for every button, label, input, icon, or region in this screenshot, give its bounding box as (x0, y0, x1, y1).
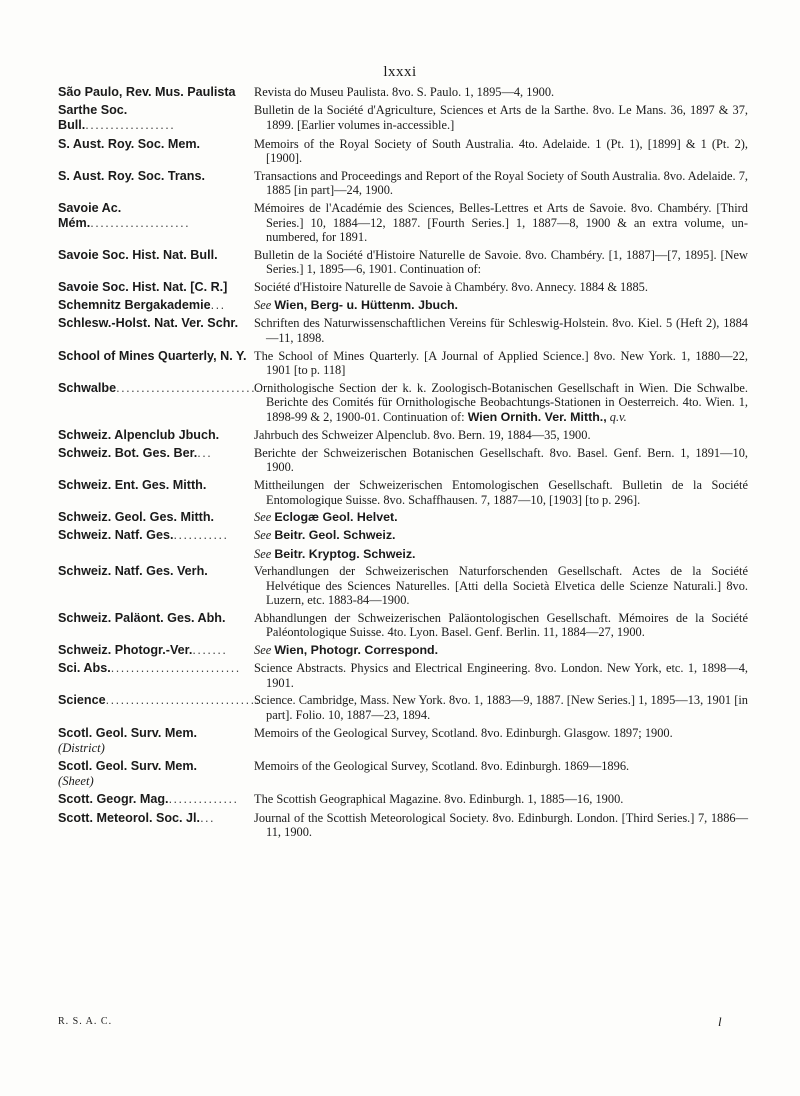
description-text: Bulletin de la Société d'Agriculture, Sciences et Arts de la Sarthe. 8vo. Le Mans. 36, 1897 & 37, 1899. [Earlier volumes in-accessible.] (254, 103, 748, 132)
catalogue-entries (58, 85, 748, 843)
catalogue-entry (58, 428, 748, 443)
leader-dots: .......................... (110, 661, 241, 676)
abbreviation-text: Scotl. Geol. Surv. Mem. (58, 725, 198, 740)
entry-abbreviation (58, 510, 254, 525)
entry-description (254, 85, 748, 100)
entry-abbreviation (58, 280, 254, 295)
catalogue-entry (58, 759, 748, 789)
catalogue-entry (58, 137, 748, 166)
leader-dots: .................... (90, 216, 191, 231)
description-text: Verhandlungen der Schweizerischen Naturforschenden Gesellschaft. Actes de la Société Helvétique des Sciences Naturelles. [Atti della Società Elvetica delle Scienze Naturali.] 8vo. Luzern, etc. 1883-84—1900. (254, 564, 748, 608)
catalogue-entry (58, 316, 748, 345)
entry-abbreviation (58, 446, 254, 461)
cross-reference: Wien, Berg- u. Hüttenm. Jbuch. (274, 298, 459, 313)
entry-abbreviation (58, 298, 254, 313)
see-reference-label: See (254, 546, 272, 561)
catalogue-entry (58, 643, 748, 658)
leader-dots: ....... (192, 643, 228, 658)
leader-dots: ............................... (105, 693, 261, 708)
entry-abbreviation (58, 643, 254, 658)
entry-abbreviation (58, 792, 254, 807)
entry-description (254, 137, 748, 166)
catalogue-entry (58, 547, 748, 562)
abbreviation-text: Sarthe Soc. Bull. (58, 103, 128, 133)
catalogue-entry (58, 169, 748, 198)
entry-abbreviation (58, 811, 254, 826)
abbreviation-text: São Paulo, Rev. Mus. Paulista (58, 85, 236, 99)
description-text: Journal of the Scottish Meteorological Society. 8vo. Edinburgh. London. [Third Series.] 7, 1886—11, 1900. (254, 810, 748, 840)
cross-reference: Beitr. Kryptog. Schweiz. (274, 546, 416, 561)
abbreviation-text: Sci. Abs. (58, 661, 111, 676)
entry-abbreviation (58, 248, 254, 263)
entry-description (254, 564, 748, 608)
leader-dots: .............. (168, 792, 239, 807)
description-text: Mittheilungen der Schweizerischen Entomologischen Gesellschaft. Bulletin de la Société Entomologique Suisse. 8vo. Schaffhausen. 7, 1887—10, [1903] [to p. 296]. (254, 477, 748, 507)
leader-dots: ... (197, 445, 213, 460)
entry-description (254, 349, 748, 378)
catalogue-entry (58, 661, 748, 690)
entry-description (254, 547, 748, 562)
abbreviation-text: Schweiz. Paläont. Ges. Abh. (58, 610, 226, 625)
entry-abbreviation (58, 316, 254, 331)
entry-abbreviation (58, 693, 261, 708)
entry-abbreviation (58, 103, 254, 133)
entry-description (254, 611, 748, 640)
entry-description (254, 811, 748, 840)
leader-dots: .................. (85, 118, 176, 133)
cross-reference: Wien, Photogr. Correspond. (274, 643, 439, 658)
entry-description (254, 103, 748, 132)
entry-description (254, 478, 748, 507)
entry-description (254, 726, 748, 741)
leader-dots: ............................. (116, 380, 262, 395)
page-number: lxxxi (383, 64, 417, 80)
entry-description (254, 693, 748, 722)
leader-dots: ........... (173, 528, 229, 543)
abbreviation-qualifier: (District) (58, 740, 105, 755)
catalogue-entry (58, 611, 748, 640)
catalogue-entry (58, 811, 748, 840)
description-text: Schriften des Naturwissenschaftlichen Vereins für Schleswig-Holstein. 8vo. Kiel. 5 (Heft 2), 1884—11, 1898. (254, 316, 748, 345)
see-reference-label: See (254, 510, 272, 525)
catalogue-entry (58, 564, 748, 608)
catalogue-entry (58, 85, 748, 100)
entry-description (254, 169, 748, 198)
catalogue-entry (58, 446, 748, 475)
leader-dots: ... (210, 298, 226, 313)
entry-abbreviation (58, 611, 254, 626)
abbreviation-text: Savoie Soc. Hist. Nat. [C. R.] (58, 279, 228, 294)
abbreviation-text: Schemnitz Bergakademie (58, 298, 211, 313)
description-text: Abhandlungen der Schweizerischen Paläontologischen Gesellschaft. Mémoires de la Société Paléontologique Suisse. 4to. Lyon. Basel. Genf. Berlin. 11, 1884—27, 1900. (254, 610, 748, 640)
abbreviation-text: Schweiz. Geol. Ges. Mitth. (58, 510, 215, 525)
abbreviation-text: Schweiz. Natf. Ges. (58, 528, 174, 543)
abbreviation-text: S. Aust. Roy. Soc. Mem. (58, 136, 201, 151)
abbreviation-text: Scott. Meteorol. Soc. Jl. (58, 810, 201, 825)
entry-abbreviation (58, 85, 254, 100)
entry-description (254, 248, 748, 277)
description-text: Berichte der Schweizerischen Botanischen Gesellschaft. 8vo. Basel. Genf. Bern. 1, 1891—10, 1900. (254, 445, 748, 475)
abbreviation-text: Scotl. Geol. Surv. Mem. (58, 759, 198, 774)
entry-abbreviation (58, 528, 254, 543)
catalogue-entry (58, 510, 748, 525)
see-reference-label: See (254, 643, 272, 658)
abbreviation-text: Schwalbe (58, 380, 117, 395)
entry-description (254, 510, 748, 525)
cross-reference-note: q.v. (609, 409, 627, 424)
see-reference-label: See (254, 528, 272, 543)
abbreviation-text: Savoie Ac. Mém. (58, 200, 122, 231)
leader-dots: ... (200, 810, 216, 825)
description-text: Memoirs of the Geological Survey, Scotland. 8vo. Edinburgh. Glasgow. 1897; 1900. (254, 725, 673, 740)
catalogue-entry (58, 693, 748, 722)
entry-description (254, 381, 748, 425)
catalogue-entry (58, 280, 748, 295)
entry-description (254, 643, 748, 658)
entry-abbreviation (58, 169, 254, 184)
entry-description (254, 201, 748, 245)
entry-abbreviation (58, 478, 254, 493)
entry-abbreviation (58, 137, 254, 152)
abbreviation-text: Science (58, 693, 106, 708)
description-text: Science. Cambridge, Mass. New York. 8vo. 1, 1883—9, 1887. [New Series.] 1, 1895—13, 1901 [in part]. Folio. 10, 1887—23, 1894. (254, 693, 748, 723)
catalogue-entry (58, 298, 748, 313)
entry-abbreviation (58, 349, 254, 364)
abbreviation-text: School of Mines Quarterly, N. Y. (58, 348, 247, 363)
description-text: Ornithologische Section der k. k. Zoologisch-Botanischen Gesellschaft in Wien. Die Schwalbe. Berichte des Comités für Ornithologische Beobachtungs-Stationen in Oesterreich. 4to. Wien. 1, 1898-99 & 2, 1900-01. Continuation of: (254, 380, 748, 424)
catalogue-entry (58, 792, 748, 807)
description-text: The School of Mines Quarterly. [A Journal of Applied Science.] 8vo. New York. 1, 1880—22, 1901 [to p. 118] (254, 348, 748, 378)
entry-description (254, 316, 748, 345)
abbreviation-text: Schweiz. Natf. Ges. Verh. (58, 564, 208, 579)
description-text: Revista do Museu Paulista. 8vo. S. Paulo. 1, 1895—4, 1900. (254, 85, 555, 99)
abbreviation-qualifier: (Sheet) (58, 774, 94, 789)
description-text: Transactions and Proceedings and Report of the Royal Society of South Australia. 8vo. Adelaide. 7, 1885 [in part]—24, 1900. (254, 168, 748, 198)
abbreviation-text: S. Aust. Roy. Soc. Trans. (58, 168, 205, 183)
entry-description (254, 280, 748, 295)
footer-signature: R. S. A. C. (58, 1016, 113, 1027)
footer-signature-mark: l (718, 1014, 722, 1029)
entry-abbreviation (58, 380, 262, 396)
entry-description (254, 428, 748, 443)
description-text: Bulletin de la Société d'Histoire Naturelle de Savoie. 8vo. Chambéry. [1, 1887]—[7, 1895]. [New Series.] 1, 1895—6, 1901. Continuation of: (254, 247, 748, 277)
entry-abbreviation (58, 726, 254, 756)
entry-abbreviation (58, 201, 254, 231)
abbreviation-text: Schweiz. Alpenclub Jbuch. (58, 427, 220, 442)
description-text: Memoirs of the Royal Society of South Australia. 4to. Adelaide. 1 (Pt. 1), [1899] & 1 (Pt. 2), [1900]. (254, 136, 748, 166)
abbreviation-text: Schweiz. Photogr.-Ver. (58, 643, 193, 658)
catalogue-entry (58, 349, 748, 378)
description-text: Memoirs of the Geological Survey, Scotland. 8vo. Edinburgh. 1869—1896. (254, 759, 630, 774)
catalogue-entry (58, 726, 748, 756)
catalogue-entry (58, 103, 748, 133)
cross-reference: Beitr. Geol. Schweiz. (274, 528, 396, 543)
abbreviation-text: Scott. Geogr. Mag. (58, 792, 169, 807)
description-text: Jahrbuch des Schweizer Alpenclub. 8vo. Bern. 19, 1884—35, 1900. (254, 427, 591, 442)
catalogue-entry (58, 201, 748, 245)
abbreviation-text: Schweiz. Ent. Ges. Mitth. (58, 477, 207, 492)
catalogue-entry (58, 381, 748, 425)
entry-abbreviation (58, 661, 254, 676)
description-text: The Scottish Geographical Magazine. 8vo. Edinburgh. 1, 1885—16, 1900. (254, 792, 624, 807)
entry-description (254, 661, 748, 690)
entry-abbreviation (58, 759, 254, 789)
catalogue-entry (58, 478, 748, 507)
entry-abbreviation (58, 564, 254, 579)
catalogue-entry (58, 528, 748, 543)
entry-description (254, 792, 748, 807)
catalogue-entry (58, 248, 748, 277)
description-text: Société d'Histoire Naturelle de Savoie à Chambéry. 8vo. Annecy. 1884 & 1885. (254, 279, 648, 294)
abbreviation-text: Schlesw.-Holst. Nat. Ver. Schr. (58, 316, 239, 331)
entry-description (254, 298, 748, 313)
cross-reference: Eclogæ Geol. Helvet. (274, 510, 398, 525)
abbreviation-text: Savoie Soc. Hist. Nat. Bull. (58, 247, 218, 262)
see-reference-label: See (254, 298, 272, 313)
cross-reference: Wien Ornith. Ver. Mitth., (467, 409, 607, 424)
entry-abbreviation (58, 428, 254, 443)
abbreviation-text: Schweiz. Bot. Ges. Ber. (58, 445, 198, 460)
entry-description (254, 528, 748, 543)
description-text: Science Abstracts. Physics and Electrical Engineering. 8vo. London. New York, etc. 1, 1898—4, 1901. (254, 661, 748, 690)
entry-description (254, 759, 748, 774)
entry-description (254, 446, 748, 475)
description-text: Mémoires de l'Académie des Sciences, Belles-Lettres et Arts de Savoie. 8vo. Chambéry. [Third Series.] 10, 1884—12, 1887. [Fourth Series.] 1, 1887—8, 1900 & an extra volume, un-numbered, for 1891. (254, 200, 748, 245)
